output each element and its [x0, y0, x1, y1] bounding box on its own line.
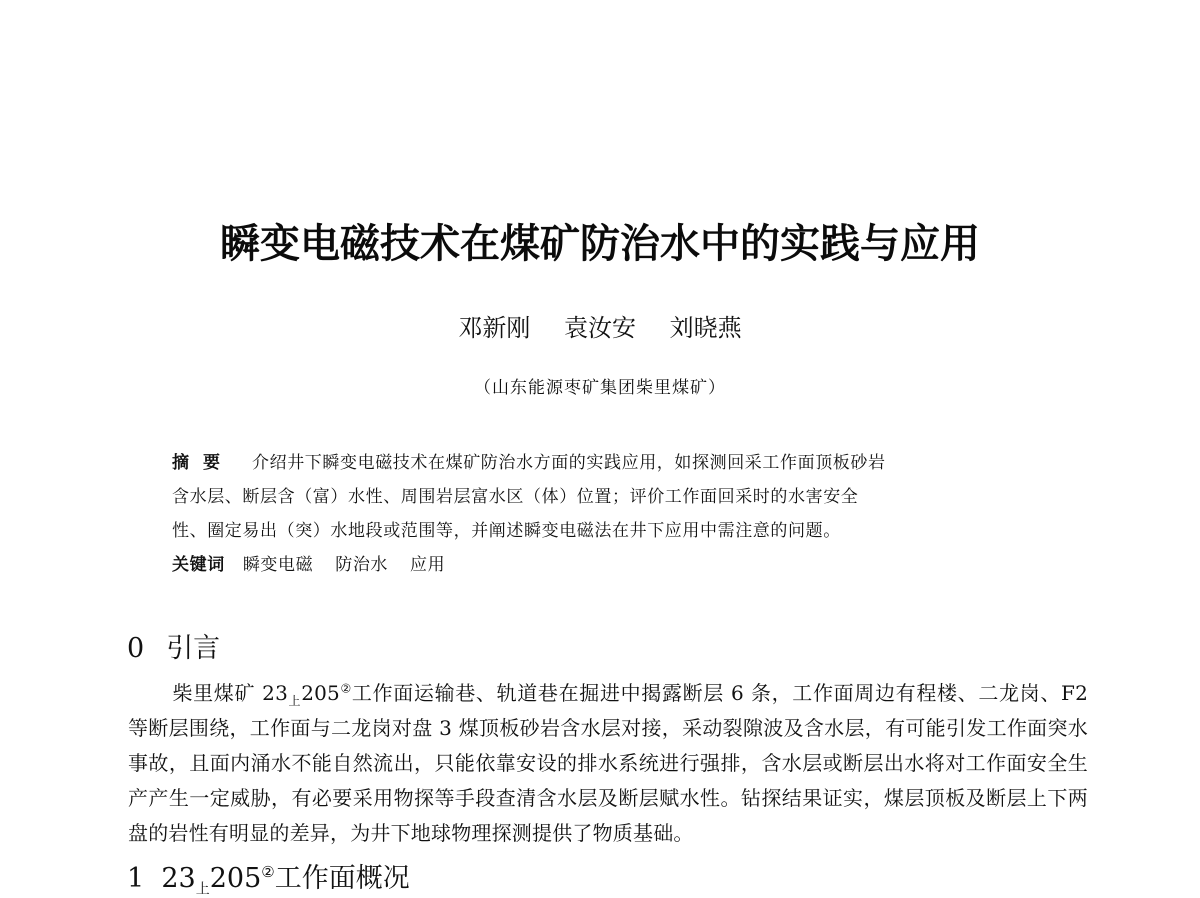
intro-sub: 上	[288, 694, 302, 708]
section-num: 205	[209, 863, 262, 894]
section-title: 工作面概况	[274, 863, 410, 894]
keywords-label: 关键词	[172, 555, 225, 575]
section-number: 1	[127, 863, 145, 894]
intro-text: 工作面运输巷、轨道巷在掘进中揭露断层 6 条，工作面周边有程楼、二龙岗、F2 等断层围绕，工作面与二龙岗对盘 3 煤顶板砂岩含水层对接，采动裂隙波及含水层，有可能引发工作面突水事故，且面内涌水不能自然流出，只能依靠安设的排水系统进行强排，含水层或断层出水将对工作面安全生产产生一定威胁，有必要采用物探等手段查清含水层及断层赋水性。钻探结果证实，煤层顶板及断层上下两盘的岩性有明显的差异，为井下地球物理探测提供了物质基础。	[128, 681, 1089, 845]
abstract-label: 摘要	[172, 453, 234, 473]
section-lead: 23	[161, 863, 196, 894]
author-name: 邓新刚	[458, 314, 531, 342]
section-title: 引言	[166, 633, 221, 664]
section-sup: ②	[261, 863, 275, 881]
intro-paragraph	[128, 676, 1088, 851]
author-name: 刘晓燕	[669, 314, 742, 342]
keywords-line	[172, 548, 1052, 582]
intro-lead: 柴里煤矿 23	[172, 681, 289, 705]
abstract-line: 含水层、断层含（富）水性、周围岩层富水区（体）位置；评价工作面回采时的水害安全	[172, 487, 859, 507]
abstract-line: 性、圈定易出（突）水地段或范围等，并阐述瞬变电磁法在井下应用中需注意的问题。	[172, 521, 841, 541]
author-list	[0, 308, 1200, 343]
intro-num: 205	[301, 681, 340, 705]
keyword: 应用	[410, 555, 446, 575]
abstract-line	[172, 446, 1052, 480]
keyword: 防治水	[335, 555, 389, 575]
section-heading-1	[127, 856, 410, 898]
abstract-text: 介绍井下瞬变电磁技术在煤矿防治水方面的实践应用，如探测回采工作面顶板砂岩	[252, 453, 886, 473]
abstract-block	[172, 446, 1052, 582]
affiliation: （山东能源枣矿集团柴里煤矿）	[474, 378, 726, 398]
section-number: 0	[127, 633, 145, 664]
section-sub: 上	[195, 881, 210, 898]
keyword: 瞬变电磁	[242, 555, 314, 575]
author-name: 袁汝安	[564, 314, 636, 342]
section-heading-intro	[127, 626, 220, 665]
paper-title: 瞬变电磁技术在煤矿防治水中的实践与应用	[220, 220, 980, 267]
intro-sup: ②	[339, 681, 352, 696]
